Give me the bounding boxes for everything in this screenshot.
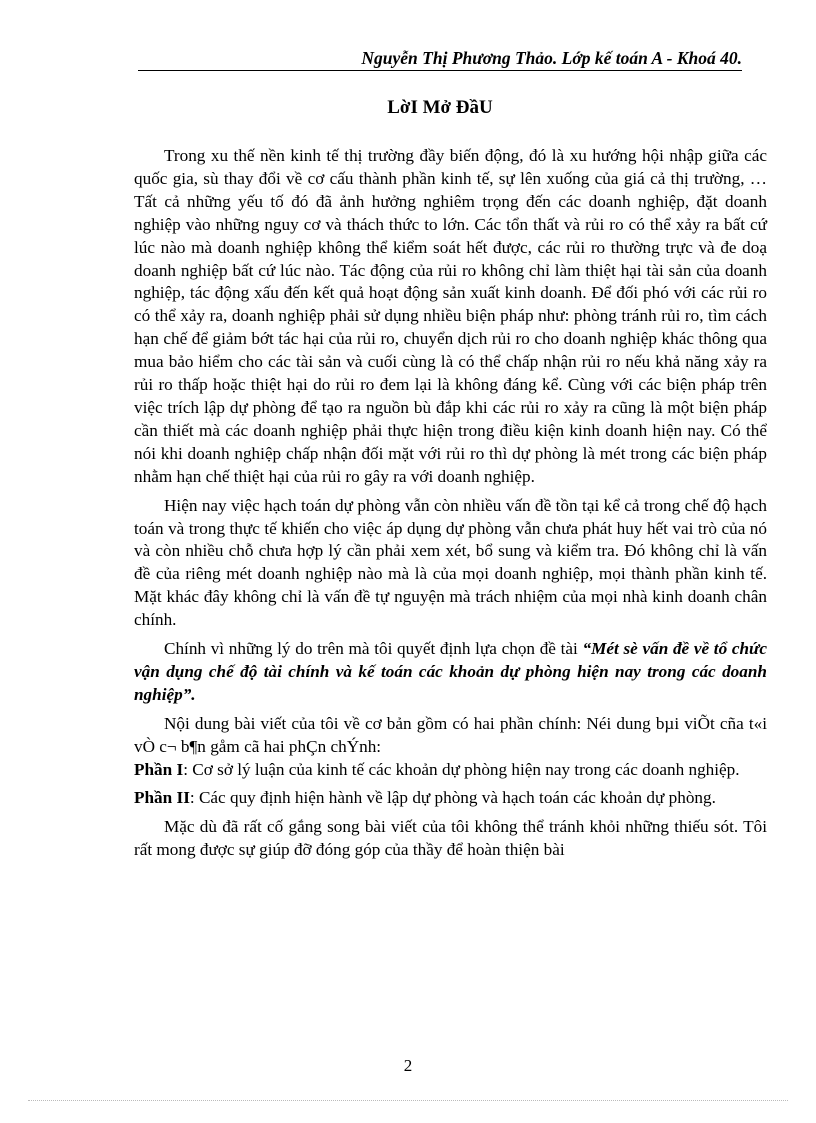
part-two-label: Phần II — [134, 788, 190, 808]
paragraph-topic — [134, 638, 767, 707]
page-title: LờI Mở ĐầU — [387, 97, 493, 118]
document-body — [134, 145, 767, 862]
header-rule — [138, 70, 742, 71]
page-bottom-rule — [28, 1100, 788, 1101]
paragraph-intro: Trong xu thế nền kinh tế thị trường đầy biến động, đó là xu hướng hội nhập giữa các quốc gia, sù thay đổi về cơ cấu thành phần kinh tế, sự lên xuống của giá cả thị trường, …Tất cả những yếu tố đó đã ảnh hưởng nghiêm trọng đến các doanh nghiệp, đặt doanh nghiệp vào những nguy cơ và thách thức to lớn. Các tổn thất và rủi ro có thể xảy ra bất cứ lúc nào mà doanh nghiệp không thể kiểm soát hết được, các rủi ro thường trực và đe doạ doanh nghiệp bất cứ lúc nào. Tác động của rủi ro không chỉ làm thiệt hại tài sản của doanh nghiệp, tác động xấu đến kết quả hoạt động sản xuất kinh doanh. Để đối phó với các rủi ro có thể xảy ra, doanh nghiệp phải sử dụng nhiều biện pháp như: phòng tránh rủi ro, tìm cách hạn chế để giảm bớt tác hại của rủi ro, chuyển dịch rủi ro cho doanh nghiệp khác thông qua mua bảo hiểm cho các tài sản và cuối cùng là có thể chấp nhận rủi ro nếu khả năng xảy ra rủi ro thấp hoặc thiệt hại do rủi ro đem lại là không đáng kể. Cùng với các biện pháp trên việc trích lập dự phòng để tạo ra nguồn bù đắp khi các rủi ro xảy ra cũng là một biện pháp cần thiết mà các doanh nghiệp phải thực hiện trong điều kiện kinh doanh hiện nay. Có thể nói khi doanh nghiệp chấp nhận đối mặt với rủi ro thì dự phòng là mét trong các biện pháp nhằm hạn chế thiệt hại của rủi ro gây ra với doanh nghiệp. — [134, 146, 767, 486]
paragraph-closing: Mặc dù đã rất cố gắng song bài viết của tôi không thể tránh khỏi những thiếu sót. Tôi rất mong được sự giúp đỡ đóng góp của thầy để hoàn thiện bài — [134, 817, 767, 860]
paragraph-current-state: Hiện nay việc hạch toán dự phòng vẫn còn nhiều vấn đề tồn tại kể cả trong chế độ hạch toán và trong thực tế khiến cho việc áp dụng dự phòng vẫn chưa phát huy hết vai trò của nó và còn nhiều chỗ chưa hợp lý cần phải xem xét, bổ sung và kiểm tra. Đó không chỉ là vấn đề của riêng mét doanh nghiệp nào mà là của mọi doanh nghiệp, mọi thành phần kinh tế. Mặt khác đây không chỉ là vấn đề tự nguyện mà trách nhiệm của mọi nhà kinh doanh chân chính. — [134, 495, 767, 630]
paragraph-contents: Nội dung bài viết của tôi về cơ bản gồm có hai phần chính: Néi dung bµi viÕt cña t«i vÒ c¬ b¶n gåm cã hai phÇn chÝnh: — [134, 713, 767, 756]
part-one-label: Phần I — [134, 759, 184, 779]
topic-lead: Chính vì những lý do trên mà tôi quyết định lựa chọn đề tài — [164, 639, 583, 659]
part-one-text: : Cơ sở lý luận của kinh tế các khoản dự phòng hiện nay trong các doanh nghiệp. — [183, 759, 740, 779]
part-one-item — [134, 759, 767, 782]
topic-title: “Mét sè vấn đề về tổ chức vận dụng chế độ tài chính và kế toán các khoản dự phòng hiện nay trong các doanh nghiệp”. — [134, 639, 767, 704]
running-header: Nguyễn Thị Phương Thảo. Lớp kế toán A - Khoá 40. — [361, 48, 742, 68]
page-number: 2 — [403, 1056, 413, 1075]
part-two-item — [134, 787, 767, 810]
part-two-text: : Các quy định hiện hành về lập dự phòng và hạch toán các khoản dự phòng. — [189, 788, 716, 808]
